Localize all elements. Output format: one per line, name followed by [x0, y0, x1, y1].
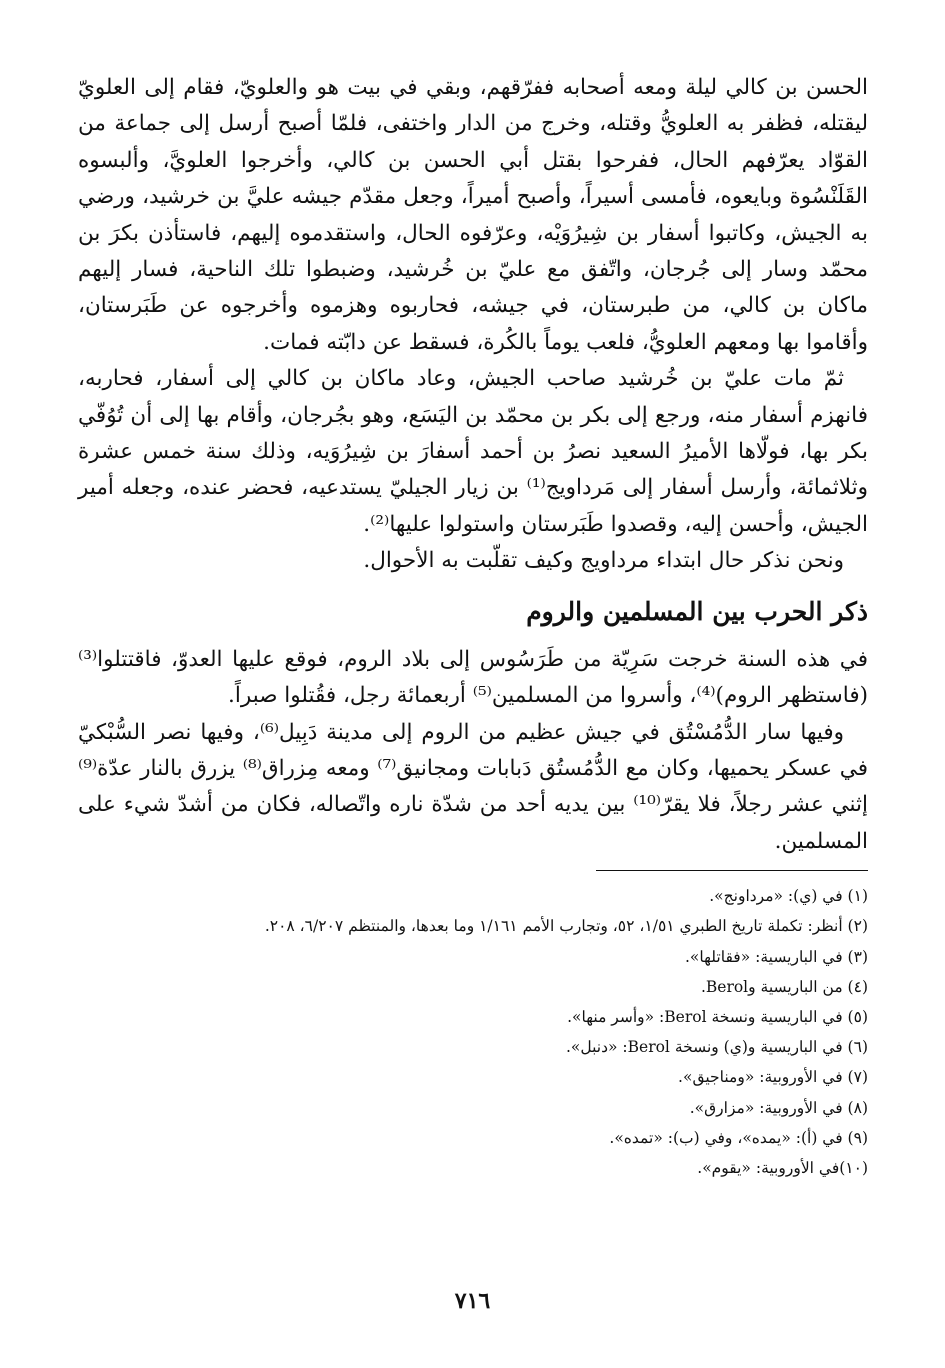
- paragraph-4: في هذه السنة خرجت سَرِيّة من طَرَسُوس إلى بلاد الروم، فوقع عليها العدوّ، فاقتتلوا⁽³⁾ (فاستظهر الروم)⁽⁴⁾، وأسروا من المسلمين⁽⁵⁾ أربعمائة رجل، فقُتلوا صبراً.: [78, 646, 868, 709]
- footnote-4: (٤) من الباريسية وBerol.: [700, 977, 868, 996]
- footnote-3: (٣) في الباريسية: «فقاتلها».: [685, 947, 868, 966]
- footnote-divider: [596, 870, 868, 871]
- footnote-10: (١٠)في الأوروبية: «يقوم».: [697, 1158, 868, 1177]
- footnote-5: (٥) في الباريسية ونسخة Berol: «وأسر منها».: [567, 1007, 868, 1026]
- footnote-1: (١) في (ي): «مرداونج».: [709, 887, 868, 906]
- page-body: [78, 70, 868, 1183]
- footnote-8: (٨) في الأوروبية: «مزارق».: [689, 1098, 868, 1117]
- footnote-7: (٧) في الأوروبية: «ومناجيق».: [678, 1068, 868, 1087]
- paragraph-2: ثمّ مات عليّ بن خُرشيد صاحب الجيش، وعاد ماكان بن كالي إلى أسفار، فحاربه، فانهزم أسفار منه، ورجع إلى بكر بن محمّد بن اليَسَع، وهو بجُرجان، وأقام بها إلى أن تُوُفّي بكر بها، فولّاها الأميرُ السعيد نصرُ بن أحمد أسفارَ بن شِيرُوَيه، وذلك سنة خمس عشرة وثلاثمائة، وأرسل أسفار إلى مَرداويج⁽¹⁾ بن زيار الجيليّ يستدعيه، فحضر عنده، وجعله أمير الجيش، وأحسن إليه، وقصدوا طَبَرستان واستولوا عليها⁽²⁾.: [78, 366, 868, 537]
- paragraph-5: وفيها سار الدُّمُسْتُق في جيش عظيم من الروم إلى مدينة دَبِيل⁽⁶⁾، وفيها نصر السُّبْكيّ في عسكر يحميها، وكان مع الدُّمُستُق دَبابات ومجانيق⁽⁷⁾ ومعه مِزراق⁽⁸⁾ يزرق بالنار عدّة⁽⁹⁾ إثني عشر رجلاً، فلا يقرّ⁽¹⁰⁾ بين يديه أحد من شدّة ناره واتّصاله، فكان من أشدّ شيء على المسلمين.: [78, 719, 869, 854]
- page-number: ٧١٦: [454, 1288, 491, 1314]
- footnote-9: (٩) في (أ): «يمده»، وفي (ب): «تمده».: [609, 1128, 868, 1147]
- footnote-6: (٦) في الباريسية و(ي) ونسخة Berol: «دنبل».: [565, 1038, 868, 1057]
- paragraph-3: ونحن نذكر حال ابتداء مرداويج وكيف تقلّبت به الأحوال.: [363, 548, 844, 574]
- section-heading: ذكر الحرب بين المسلمين والروم: [526, 596, 868, 626]
- footnotes: [78, 881, 868, 1183]
- paragraph-1: الحسن بن كالي ليلة ومعه أصحابه ففرّقهم، وبقي في بيت هو والعلويّ، فقام إلى العلويّ ليقتله، فظفر به العلويُّ وقتله، وخرج من الدار واختفى، فلمّا أصبح أرسل إلى جماعة من القوّاد يعرّفهم الحال، ففرحوا بقتل أبي الحسن بن كالي، وأخرجوا العلويَّ، وألبسوه القَلَنْسُوة وبايعوه، فأمسى أسيراً، وأصبح أميراً، وجعل مقدّم جيشه عليَّ بن خرشيد، ورضي به الجيش، وكاتبوا أسفار بن شِيرُوَيْه، وعرّفوه الحال، واستقدموه إليهم، فاستأذن بكرَ بن محمّد وسار إلى جُرجان، واتّفق مع عليّ بن خُرشيد، وضبطوا تلك الناحية، فسار إليهم ماكان بن كالي، من طبرستان، في جيشه، فحاربوه وهزموه وأخرجوه عن طَبَرستان، وأقاموا بها ومعهم العلويُّ، فلعب يوماً بالكُرة، فسقط عن دابّته فمات.: [78, 75, 868, 355]
- main-text: [78, 70, 868, 860]
- footnote-2: (٢) أنظر: تكملة تاريخ الطبري ١/٥١، ٥٢، وتجارب الأمم ١/١٦١ وما بعدها، والمنتظم ٦/٢٠٧، ٢٠٨.: [264, 917, 868, 936]
